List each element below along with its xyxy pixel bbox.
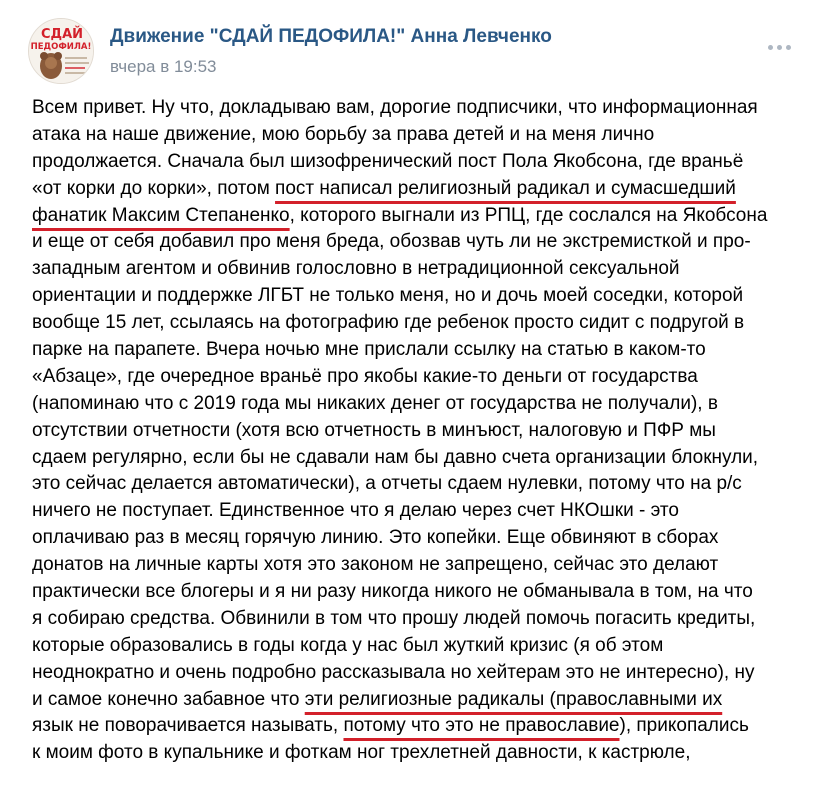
- text-line: [32, 418, 802, 445]
- text-segment: , которого выгнали из РПЦ, где сослался на Якобсона: [289, 204, 768, 226]
- text-segment: (напоминаю что с 2019 года мы никаких денег от государства не получали), в: [32, 392, 718, 414]
- text-segment: которые образовались в годы когда у нас был жуткий кризис (я об этом: [32, 634, 664, 656]
- underlined-phrase: фанатик Максим Степаненко: [32, 204, 290, 226]
- author-name[interactable]: Движение "СДАЙ ПЕДОФИЛА!" Анна Левченко: [110, 26, 552, 47]
- avatar-logo-icon: [29, 19, 94, 84]
- text-segment: западным агентом и обвинив голословно в нетрадиционной сексуальной: [32, 258, 680, 280]
- text-line: [32, 687, 802, 714]
- text-segment: я собираю средства. Обвинили в том что прошу людей помочь погасить кредиты,: [32, 607, 756, 629]
- text-line: [32, 95, 802, 122]
- text-line: [32, 606, 802, 633]
- text-segment: атака на наше движение, мою борьбу за права детей и на меня лично: [32, 123, 655, 145]
- text-line: [32, 364, 802, 391]
- text-segment: парке на парапете. Вчера ночью мне прислали ссылку на статью в каком-то: [32, 339, 706, 361]
- text-line: [32, 552, 802, 579]
- more-horizontal-icon[interactable]: [766, 40, 792, 56]
- underlined-phrase: пост написал религиозный радикал и сумасшедший: [275, 177, 736, 199]
- text-line: [32, 229, 802, 256]
- text-line: [32, 498, 802, 525]
- text-line: [32, 391, 802, 418]
- text-segment: «Абзаце», где очередное враньё про якобы какие-то деньги от государства: [32, 365, 698, 387]
- text-line: [32, 660, 802, 687]
- text-line: [32, 203, 802, 230]
- text-segment: сдаем регулярно, если бы не сдавали нам бы давно счета организации блокнули,: [32, 446, 759, 468]
- text-line: [32, 337, 802, 364]
- text-line: [32, 579, 802, 606]
- text-segment: и еще от себя добавил про меня бреда, обозвав чуть ли не экстремисткой и про-: [32, 231, 751, 253]
- text-segment: неоднократно и очень подробно рассказывала но хейтерам это не интересно), ну: [32, 661, 755, 683]
- text-line: [32, 633, 802, 660]
- text-segment: и самое конечно забавное что: [32, 688, 305, 710]
- text-segment: донатов на личные карты хотя это законом не запрещено, сейчас это делают: [32, 554, 719, 576]
- text-line: [32, 283, 802, 310]
- text-segment: к моим фото в купальнике и фоткам ног трехлетней давности, к кастрюле,: [32, 742, 691, 764]
- text-line: [32, 740, 802, 767]
- text-segment: ориентации и поддержке ЛГБТ не только меня, но и дочь моей соседки, которой: [32, 285, 744, 307]
- avatar[interactable]: [28, 18, 94, 84]
- avatar-title-line1: СДАЙ: [40, 27, 84, 42]
- underlined-phrase: эти религиозные радикалы (православными их: [304, 688, 723, 710]
- text-segment: язык не поворачивается называть,: [32, 715, 344, 737]
- text-segment: «от корки до корки», потом: [32, 177, 276, 199]
- text-line: [32, 176, 802, 203]
- text-segment: ничего не поступает. Единственное что я делаю через счет НКОшки - это: [32, 500, 679, 522]
- text-line: [32, 122, 802, 149]
- text-line: [32, 713, 802, 740]
- text-line: [32, 256, 802, 283]
- text-segment: продолжается. Сначала был шизофренический пост Пола Якобсона, где враньё: [32, 150, 744, 172]
- text-line: [32, 525, 802, 552]
- post-text: [32, 95, 802, 767]
- text-segment: вообще 15 лет, ссылаясь на фотографию где ребенок просто сидит с подругой в: [32, 312, 745, 334]
- text-segment: ), прикопались: [619, 715, 749, 737]
- text-line: [32, 445, 802, 472]
- text-segment: отсутствии отчетности (хотя всю отчетность в минъюст, налоговую и ПФР мы: [32, 419, 716, 441]
- text-segment: это сейчас делается автоматически), а отчеты сдаем нулевки, потому что на р/с: [32, 473, 742, 495]
- post-date[interactable]: вчера в 19:53: [110, 57, 217, 76]
- text-line: [32, 310, 802, 337]
- avatar-title-line2: ПЕДОФИЛА!: [30, 42, 92, 52]
- text-segment: оплачиваю раз в месяц горячую линию. Это копейки. Еще обвиняют в сборах: [32, 527, 719, 549]
- underlined-phrase: потому что это не православие: [343, 715, 620, 737]
- text-line: [32, 471, 802, 498]
- text-segment: Всем привет. Ну что, докладываю вам, дорогие подписчики, что информационная: [32, 97, 758, 118]
- text-segment: практически все блогеры и я ни разу никогда никого не обманывала в том, на что: [32, 581, 753, 603]
- text-line: [32, 149, 802, 176]
